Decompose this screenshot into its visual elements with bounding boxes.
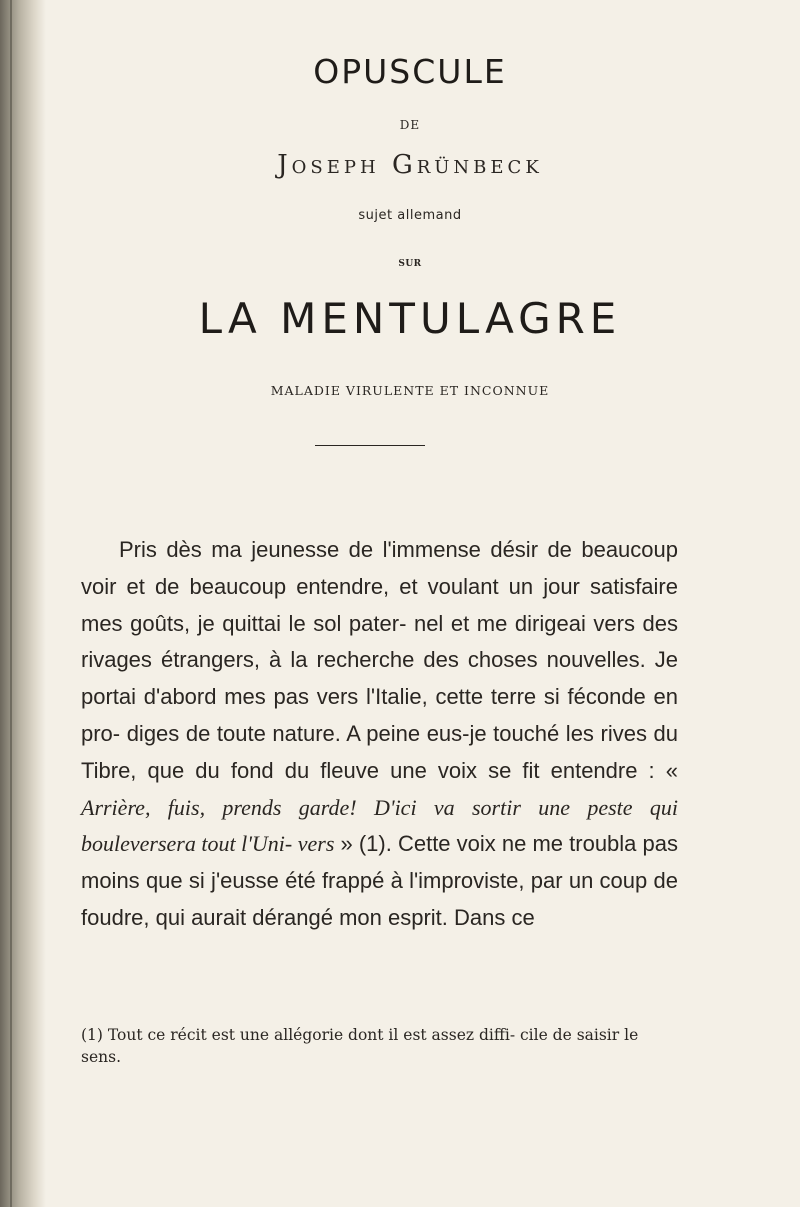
section-divider	[315, 445, 425, 446]
subtitle: MALADIE VIRULENTE ET INCONNUE	[270, 383, 550, 398]
author-name: Joseph Grünbeck	[277, 150, 543, 180]
body-text-part1: Pris dès ma jeunesse de l'immense désir de beaucoup voir et de beaucoup entendre, et voulant un jour satisfaire mes goûts, je quittai le sol pater- nel et me dirigeai vers des rivages étrangers, à la recherche des choses nouvelles. Je portai d'abord mes pas vers l'Italie, cette terre si féconde en pro- diges de toute nature. A peine eus-je touché les rives du Tibre, que du fond du fleuve une voix se fit entendre : «	[81, 537, 678, 783]
main-title: LA MENTULAGRE	[198, 294, 622, 343]
body-paragraph	[81, 532, 678, 937]
author-subject: sujet allemand	[358, 208, 462, 223]
page-gutter-shadow	[0, 0, 46, 1207]
preposition-sur: SUR	[398, 259, 422, 269]
title-opuscule: OPUSCULE	[313, 52, 507, 91]
binding-edge	[10, 0, 12, 1207]
footnote: (1) Tout ce récit est une allégorie dont il est assez diffi- cile de saisir le sens.	[81, 1026, 639, 1066]
preposition-de: DE	[399, 118, 421, 132]
body-text-italic-quote: Arrière, fuis, prends garde! D'ici va sortir une peste qui bouleversera tout l'Uni- vers	[81, 794, 678, 857]
body-text-part2: » (1). Cette voix ne me troubla pas moins que si j'eusse été frappé à l'improviste, par un coup de foudre, qui aurait dérangé mon esprit. Dans ce	[81, 831, 679, 930]
